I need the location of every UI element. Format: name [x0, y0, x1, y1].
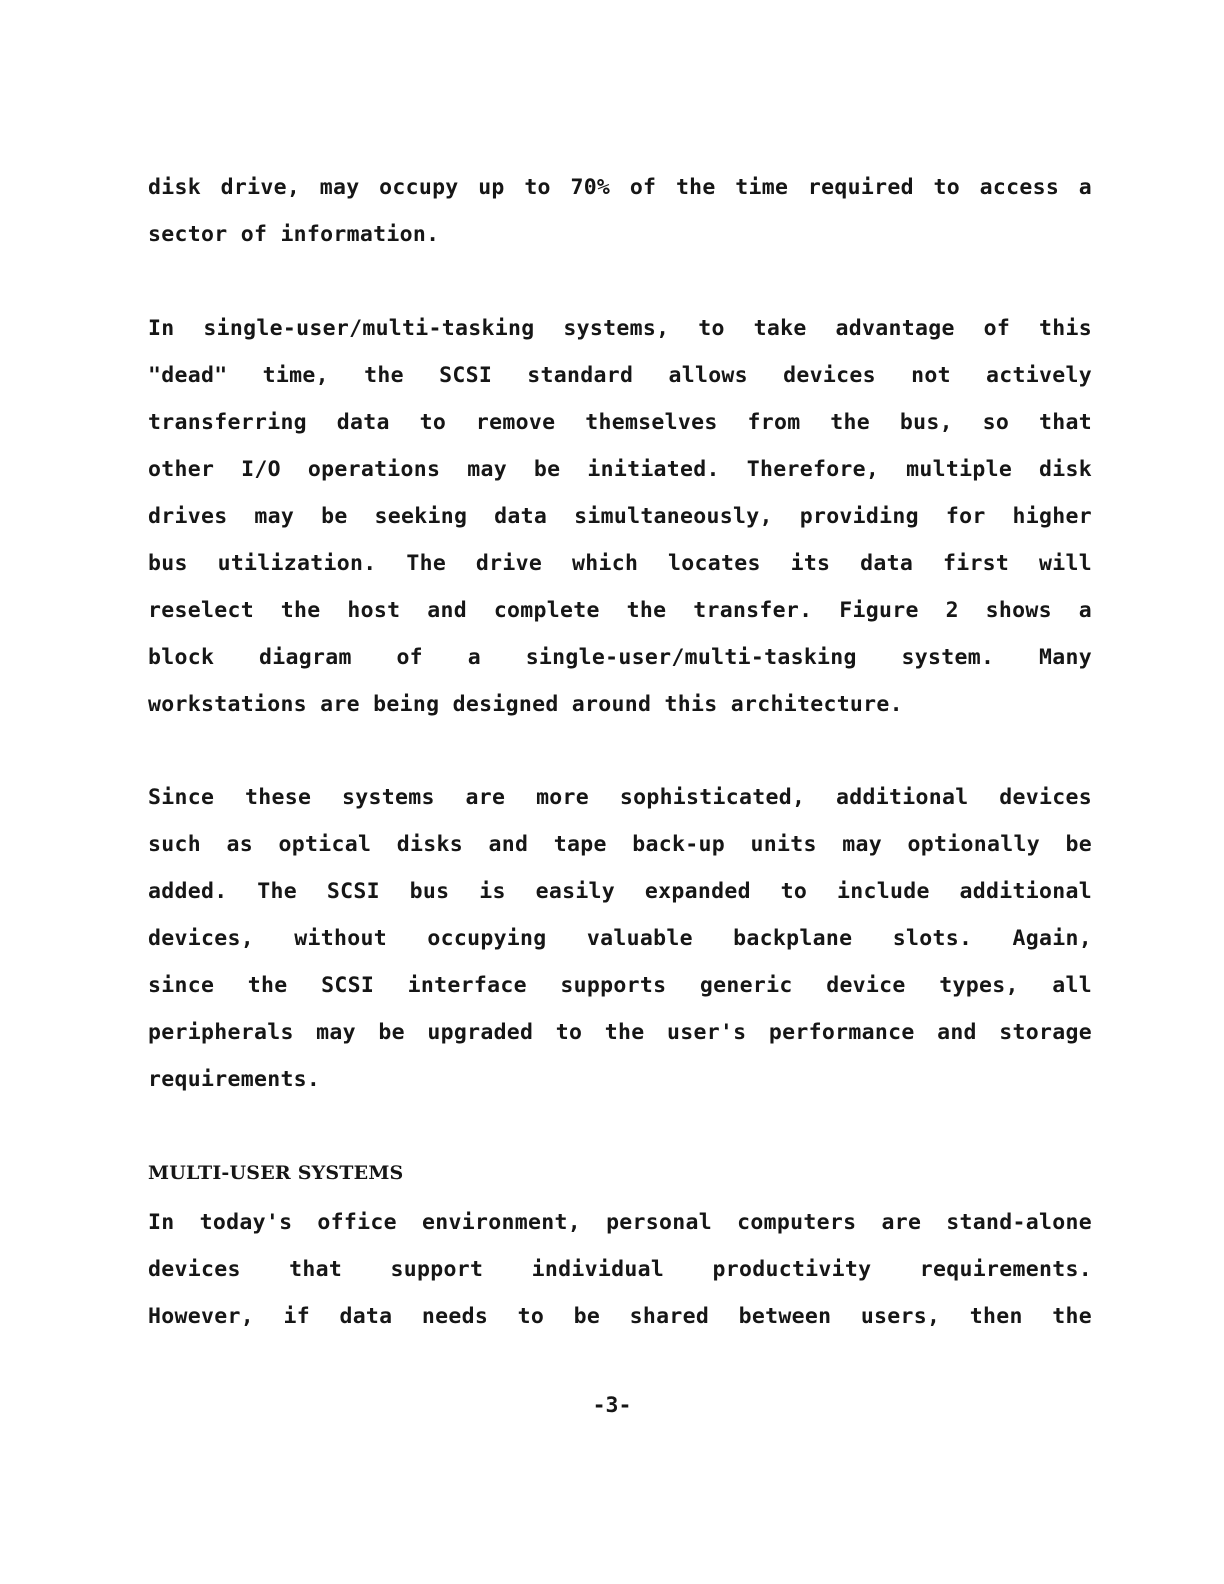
section-heading: MULTI-USER SYSTEMS: [148, 1162, 404, 1184]
text-line: requirements.: [148, 1067, 321, 1092]
paragraph-office-environment: [148, 1199, 1092, 1340]
text-line: In single-user/multi-tasking systems, to take advantage of this: [148, 316, 1092, 341]
paragraph-disk-drive: [148, 164, 1092, 258]
text-line: sector of information.: [148, 222, 440, 247]
text-line: other I/O operations may be initiated. Therefore, multiple disk: [148, 457, 1092, 482]
text-line: added. The SCSI bus is easily expanded to include additional: [148, 879, 1092, 904]
text-line: peripherals may be upgraded to the user's performance and storage: [148, 1020, 1092, 1045]
text-line: transferring data to remove themselves from the bus, so that: [148, 410, 1092, 435]
text-line: Since these systems are more sophisticated, additional devices: [148, 785, 1092, 810]
text-line: devices, without occupying valuable backplane slots. Again,: [148, 926, 1092, 951]
paragraph-single-user: [148, 305, 1092, 728]
text-line: reselect the host and complete the transfer. Figure 2 shows a: [148, 598, 1092, 623]
text-line: disk drive, may occupy up to 70% of the time required to access a: [148, 175, 1092, 200]
text-line: such as optical disks and tape back-up units may optionally be: [148, 832, 1092, 857]
text-line: devices that support individual productivity requirements.: [148, 1257, 1092, 1282]
page-number: -3-: [592, 1393, 632, 1418]
text-line: However, if data needs to be shared between users, then the: [148, 1304, 1092, 1329]
text-line: block diagram of a single-user/multi-tasking system. Many: [148, 645, 1092, 670]
text-line: drives may be seeking data simultaneously, providing for higher: [148, 504, 1092, 529]
text-line: bus utilization. The drive which locates its data first will: [148, 551, 1092, 576]
text-line: since the SCSI interface supports generic device types, all: [148, 973, 1092, 998]
text-line: In today's office environment, personal computers are stand-alone: [148, 1210, 1092, 1235]
paragraph-sophisticated-systems: [148, 774, 1092, 1103]
text-line: "dead" time, the SCSI standard allows devices not actively: [148, 363, 1092, 388]
text-line: workstations are being designed around this architecture.: [148, 692, 903, 717]
